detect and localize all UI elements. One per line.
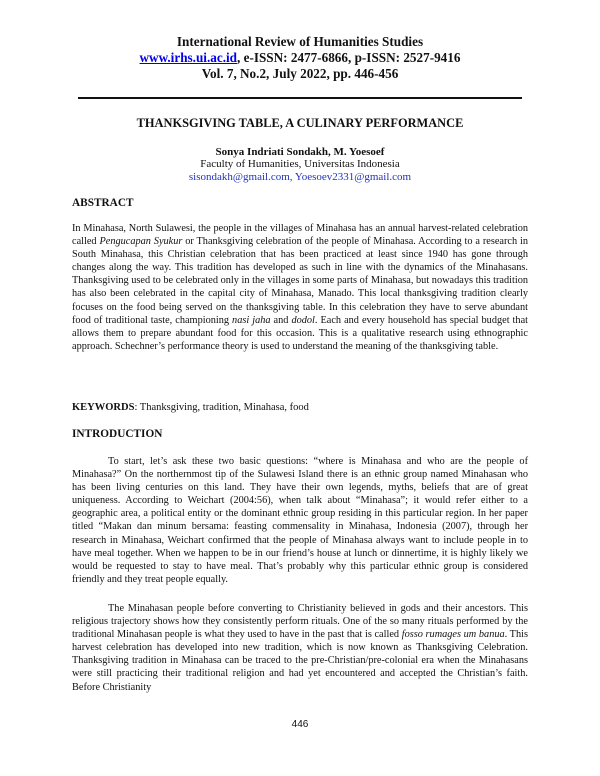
introduction-heading: INTRODUCTION xyxy=(72,428,163,440)
abstract-heading: ABSTRACT xyxy=(72,197,134,209)
journal-issn: , e-ISSN: 2477-6866, p-ISSN: 2527-9416 xyxy=(237,50,461,65)
paper-title: THANKSGIVING TABLE, A CULINARY PERFORMANCE xyxy=(136,116,464,130)
journal-name: International Review of Humanities Studies xyxy=(176,34,424,49)
journal-volume: Vol. 7, No.2, July 2022, pp. 446-456 xyxy=(201,66,399,81)
author-affiliation: Faculty of Humanities, Universitas Indonesia xyxy=(200,158,400,170)
journal-website-link[interactable]: www.irhs.ui.ac.id xyxy=(139,50,237,65)
keywords-text: : Thanksgiving, tradition, Minahasa, food xyxy=(134,402,309,413)
paper-authors: Sonya Indriati Sondakh, M. Yoesoef xyxy=(215,146,385,158)
author-emails[interactable]: sisondakh@gmail.com, Yoesoev2331@gmail.com xyxy=(188,171,412,183)
header-divider xyxy=(78,97,522,99)
keywords xyxy=(72,402,309,413)
introduction-paragraph-2: The Minahasan people before converting to Christianity believed in gods and their ancestors. This religious trajectory shows how they consistently perform rituals. One of the so many rituals performed by the traditional Minahasan people is what they used to have in the past that is called fosso rumages um banua. This harvest celebration has developed into new tradition, which is now known as Thanksgiving Celebration. Thanksgiving tradition in Minahasa can be traced to the pre-Christian/pre-colonial era when the Minahasans were still practicing their traditional religion and had yet encountered and accepted the Christian’s faith. Before Christianity xyxy=(72,603,528,693)
page-number: 446 xyxy=(291,719,309,730)
abstract-text: In Minahasa, North Sulawesi, the people in the villages of Minahasa has an annual harvest-related celebration called Pengucapan Syukur or Thanksgiving celebration of the people of Minahasa. According to a research in South Minahasa, this Christian celebration that has been practiced at least since 1940 has gone through changes along the way. This tradition has developed as such in line with the dynamics of the Minahasans. Thanksgiving used to be celebrated only in the villages in some parts of Minahasa, but nowadays this tradition has also been celebrated in the capital city of Minahasa, Manado. This local thanksgiving tradition clearly focuses on the food being served on the thanksgiving table. In this celebration they have to serve abundant food of traditional taste, championing nasi jaha and dodol. Each and every household has special budget that allows them to prepare abundant food for this occasion. This is a qualitative research using ethnographic approach. Schechner’s performance theory is used to understand the meaning of the thanksgiving table. xyxy=(72,223,529,352)
journal-issn-line xyxy=(0,50,600,66)
introduction-paragraph-1: To start, let’s ask these two basic questions: “where is Minahasa and who are the people of Minahasa?” On the northernmost tip of the Sulawesi Island there is an ethnic group named Minahasan who has been living centuries on this land. They have their own legends, myths, beliefs that are of great uniqueness. According to Weichart (2004:56), when talk about “Minahasa”; it would refer either to a geographic area, a political entity or the dominant ethnic group residing in this particular region. In her paper titled “Makan dan minum bersama: feasting commensality in Minahasa, Indonesia (2007), through her research in Minahasa, Weichart confirmed that the people of Minahasa always want to include people in to have meal together. When we happen to be in our friend’s house at lunch or dinnertime, it is highly likely we would be requested to stay to have meal. That’s probably why this particular ethnic group is considered friendly and they treat people equally. xyxy=(72,456,528,585)
keywords-label: KEYWORDS xyxy=(72,402,135,413)
